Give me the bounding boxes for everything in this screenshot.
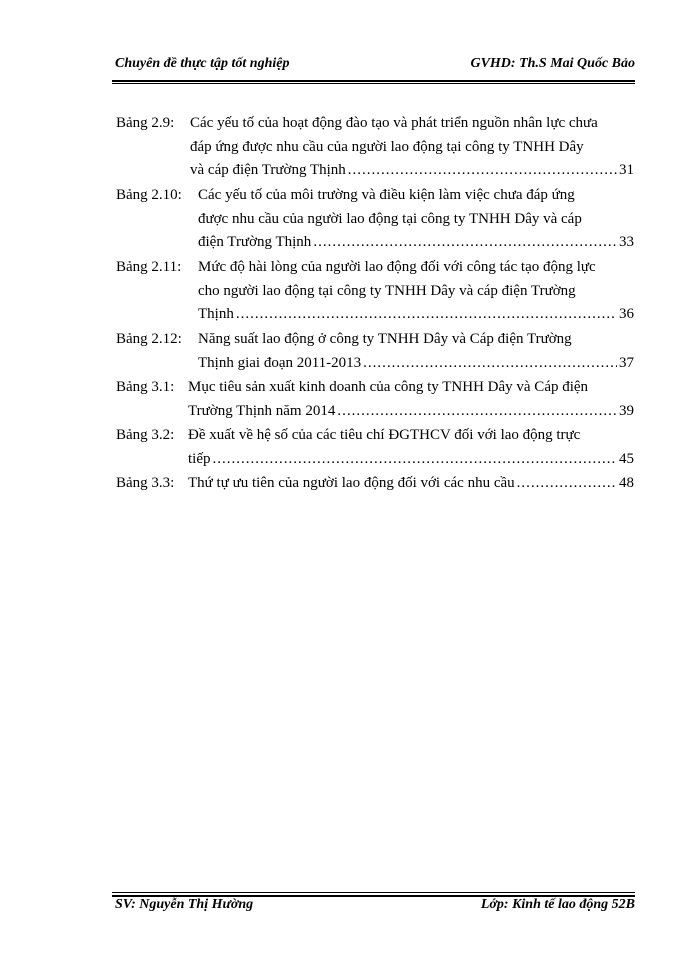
entry-line: cho người lao động tại công ty TNHH Dây và cáp điện Trường: [198, 282, 576, 299]
entry-label: Bảng 3.3:: [116, 475, 175, 491]
page-number[interactable]: 45: [619, 450, 634, 467]
entry-line: đáp ứng được nhu cầu của người lao động tại công ty TNHH Dây: [190, 138, 584, 155]
entry-last-line: [190, 159, 634, 183]
page-number[interactable]: 39: [619, 402, 634, 419]
entry-last-line: [188, 472, 634, 496]
entry-line: Mức độ hài lòng của người lao động đối với công tác tạo động lực: [198, 259, 596, 275]
leader-dots: [363, 352, 617, 376]
leader-dots: [348, 159, 617, 183]
page-number[interactable]: 48: [619, 475, 634, 491]
leader-dots: [337, 400, 617, 424]
toc-entry: [116, 112, 634, 184]
toc-entry: [116, 256, 634, 328]
entry-last-line: [198, 231, 634, 255]
leader-dots: [213, 448, 618, 472]
entry-line: Đề xuất về hệ số của các tiêu chí ĐGTHCV đối với lao động trực: [188, 427, 581, 443]
header-rule: [112, 80, 635, 82]
toc-entry: [116, 184, 634, 256]
footer-left: SV: Nguyễn Thị Hường: [115, 897, 254, 912]
entry-text: Thịnh: [198, 306, 234, 322]
entry-label: Bảng 2.10:: [116, 187, 182, 203]
leader-dots: [313, 231, 617, 255]
page-number[interactable]: 36: [619, 306, 634, 322]
footer-right: Lớp: Kinh tế lao động 52B: [480, 897, 635, 912]
toc-entry: [116, 328, 634, 376]
entry-line: Năng suất lao động ở công ty TNHH Dây và Cáp điện Trường: [198, 331, 572, 347]
entry-text: tiếp: [188, 450, 211, 467]
entry-text: điện Trường Thịnh: [198, 234, 312, 250]
header-rule-thin: [112, 83, 635, 84]
entry-last-line: [198, 352, 634, 376]
page-footer: [115, 897, 635, 919]
page-number[interactable]: 33: [619, 234, 634, 250]
entry-last-line: [116, 448, 634, 472]
table-list: [116, 112, 634, 496]
leader-dots: [517, 472, 617, 496]
entry-label: Bảng 2.9:: [116, 115, 175, 131]
entry-label: Bảng 3.2:: [116, 427, 175, 443]
entry-label: Bảng 2.12:: [116, 331, 182, 347]
entry-line: Các yếu tố của hoạt động đào tạo và phát triển nguồn nhân lực chưa: [190, 115, 598, 131]
entry-line: Các yếu tố của môi trường và điều kiện làm việc chưa đáp ứng: [198, 187, 575, 203]
entry-label: Bảng 2.11:: [116, 259, 182, 275]
entry-last-line: [198, 303, 634, 327]
entry-text: và cáp điện Trường Thịnh: [190, 162, 346, 178]
header-left: Chuyên đề thực tập tốt nghiệp: [115, 56, 290, 71]
page-number[interactable]: 31: [619, 162, 634, 178]
entry-line: được nhu cầu của người lao động tại công ty TNHH Dây và cáp: [198, 210, 582, 227]
entry-text: Thứ tự ưu tiên của người lao động đối với các nhu cầu: [188, 475, 515, 491]
page-number[interactable]: 37: [619, 354, 634, 371]
entry-line: Mục tiêu sản xuất kinh doanh của công ty TNHH Dây và Cáp điện: [188, 379, 589, 395]
entry-label: Bảng 3.1:: [116, 379, 175, 395]
page-header: [115, 56, 635, 78]
entry-text: Trường Thịnh năm 2014: [188, 402, 336, 419]
toc-entry: [116, 376, 634, 424]
header-right: GVHD: Th.S Mai Quốc Bảo: [470, 56, 635, 71]
footer-rule-thin: [112, 892, 635, 893]
toc-entry: [116, 424, 634, 472]
entry-text: Thịnh giai đoạn 2011-2013: [198, 354, 362, 371]
entry-last-line: [188, 400, 634, 424]
toc-entry: [116, 472, 634, 496]
leader-dots: [236, 303, 617, 327]
